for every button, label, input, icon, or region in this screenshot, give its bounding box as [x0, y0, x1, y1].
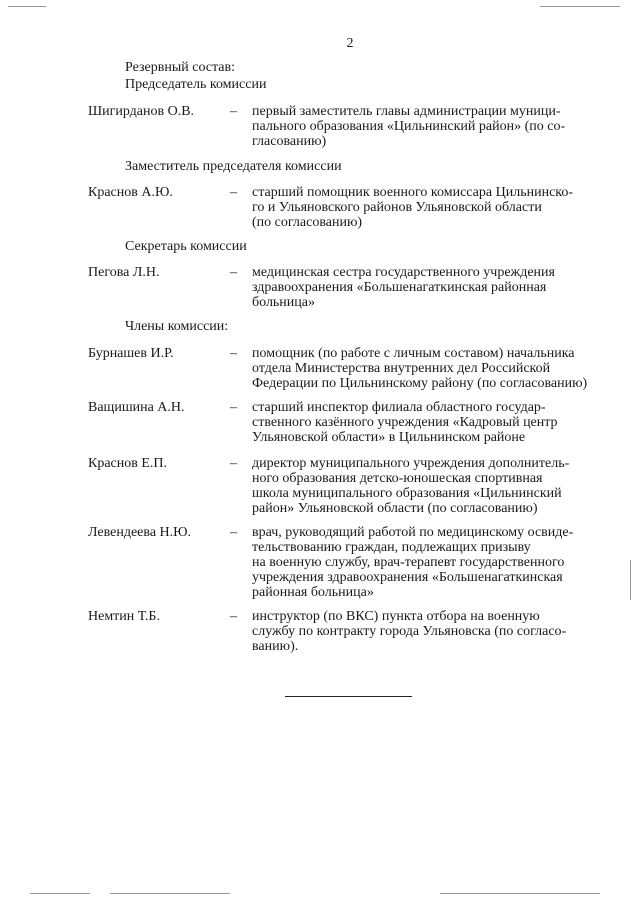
member-name: Немтин Т.Б. — [88, 609, 160, 624]
section-heading: Заместитель председателя комиссии — [125, 159, 342, 174]
role-line: врач, руководящий работой по медицинскому освиде- — [252, 525, 574, 540]
section-heading: Секретарь комиссии — [125, 239, 247, 254]
role-line: район» Ульяновской области (по согласованию) — [252, 501, 538, 516]
role-line: тельствованию граждан, подлежащих призыву — [252, 540, 531, 555]
member-dash: – — [230, 400, 237, 415]
scan-mark — [30, 893, 90, 894]
member-role — [252, 104, 606, 149]
role-line: здравоохранения «Большенагаткинская районная — [252, 280, 547, 295]
role-line: помощник (по работе с личным составом) начальника — [252, 346, 575, 361]
role-line: районная больница» — [252, 585, 374, 600]
member-name: Краснов А.Ю. — [88, 185, 173, 200]
member-dash: – — [230, 456, 237, 471]
member-dash: – — [230, 346, 237, 361]
section-heading: Члены комиссии: — [125, 319, 229, 334]
member-role — [252, 265, 606, 310]
role-line: го и Ульяновского районов Ульяновской области — [252, 200, 542, 215]
member-name: Краснов Е.П. — [88, 456, 168, 471]
scan-mark — [630, 560, 631, 600]
role-line: старший помощник военного комиссара Цильнинско- — [252, 185, 574, 200]
role-line: ванию). — [252, 639, 299, 654]
role-line: учреждения здравоохранения «Большенагаткинская — [252, 570, 563, 585]
member-role — [252, 400, 606, 445]
role-line: гласованию) — [252, 134, 327, 149]
member-role — [252, 525, 606, 600]
member-role — [252, 346, 606, 391]
member-role — [252, 456, 606, 516]
member-name: Шигирданов О.В. — [88, 104, 195, 119]
member-role — [252, 185, 606, 230]
role-line: инструктор (по ВКС) пункта отбора на военную — [252, 609, 540, 624]
member-role — [252, 609, 606, 654]
role-line: школа муниципального образования «Цильнинский — [252, 486, 562, 501]
role-line: пального образования «Цильнинский район» (по со- — [252, 119, 566, 134]
member-dash: – — [230, 525, 237, 540]
scan-mark — [110, 893, 230, 894]
role-line: больница» — [252, 295, 315, 310]
scan-mark — [8, 6, 46, 7]
member-name: Пегова Л.Н. — [88, 265, 160, 280]
member-dash: – — [230, 265, 237, 280]
role-line: (по согласованию) — [252, 215, 363, 230]
member-name: Левендеева Н.Ю. — [88, 525, 192, 540]
page-number: 2 — [346, 36, 354, 51]
role-line: Федерации по Цильнинскому району (по согласованию) — [252, 376, 588, 391]
member-name: Бурнашев И.Р. — [88, 346, 174, 361]
role-line: первый заместитель главы администрации муници- — [252, 104, 561, 119]
closing-rule — [285, 696, 412, 697]
role-line: на военную службу, врач-терапевт государственного — [252, 555, 565, 570]
member-name: Ващишина А.Н. — [88, 400, 185, 415]
role-line: отдела Министерства внутренних дел Российской — [252, 361, 551, 376]
role-line: старший инспектор филиала областного государ- — [252, 400, 546, 415]
role-line: директор муниципального учреждения дополнитель- — [252, 456, 570, 471]
role-line: службу по контракту города Ульяновска (по согласо- — [252, 624, 567, 639]
role-line: ного образования детско-юношеская спортивная — [252, 471, 543, 486]
section-heading: Председатель комиссии — [125, 77, 267, 92]
member-dash: – — [230, 609, 237, 624]
role-line: медицинская сестра государственного учреждения — [252, 265, 555, 280]
scan-mark — [440, 893, 600, 894]
member-dash: – — [230, 104, 237, 119]
scan-mark — [540, 6, 620, 7]
member-dash: – — [230, 185, 237, 200]
role-line: Ульяновской области» в Цильнинском районе — [252, 430, 526, 445]
section-heading: Резервный состав: — [125, 60, 236, 75]
role-line: ственного казённого учреждения «Кадровый центр — [252, 415, 558, 430]
